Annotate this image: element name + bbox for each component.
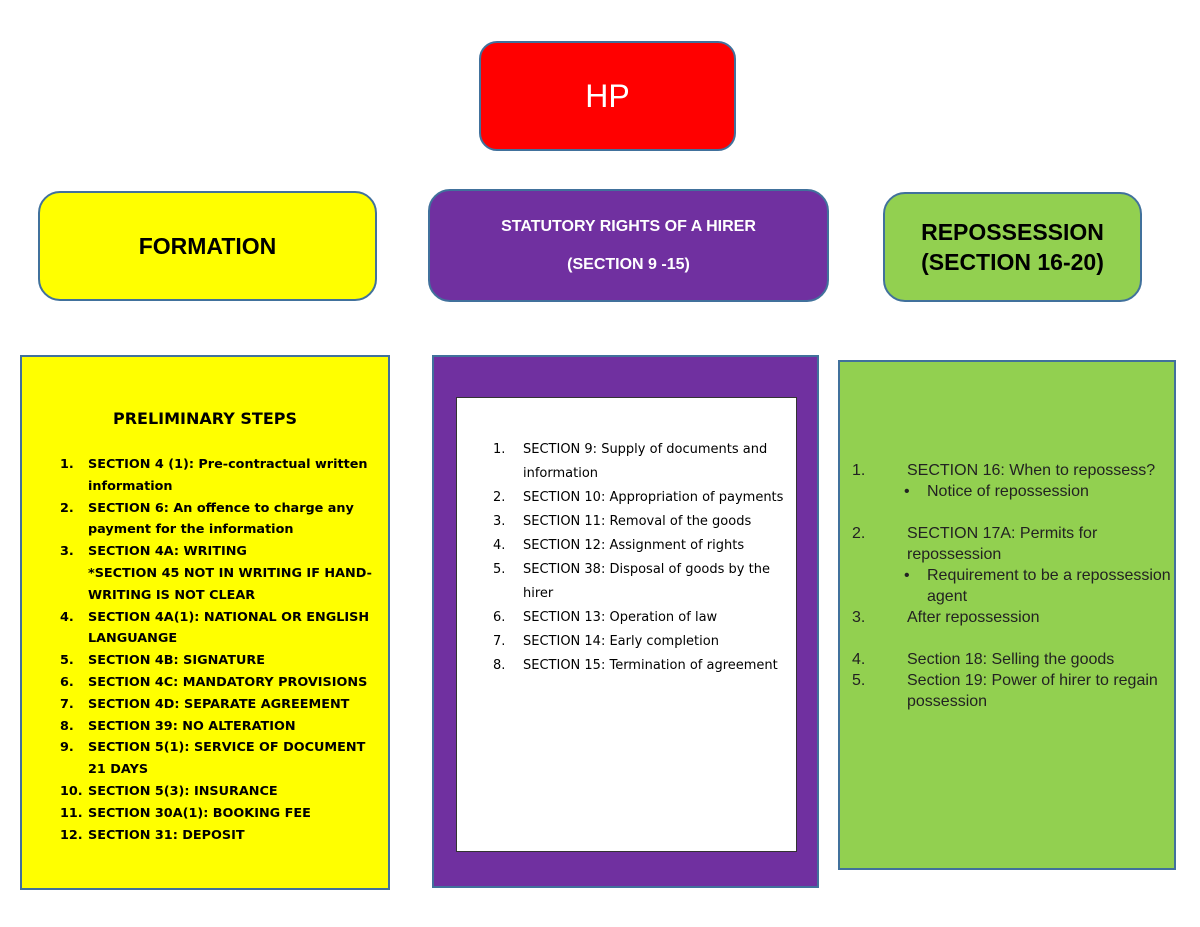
repossession-sections: (SECTION 16-20) (921, 249, 1104, 275)
list-item (60, 498, 380, 542)
repossession-list (852, 460, 1172, 712)
statutory-title: STATUTORY RIGHTS OF A HIRER (501, 217, 756, 235)
repossession-header (883, 192, 1142, 302)
item-text: SECTION 4A: WRITING (88, 544, 247, 560)
item-text: SECTION 38: Disposal of goods by the hirer (523, 562, 770, 601)
list-item (60, 607, 380, 651)
list-item (493, 510, 793, 534)
item-text: SECTION 11: Removal of the goods (523, 514, 752, 529)
list-item (852, 649, 1172, 670)
item-text: SECTION 5(1): SERVICE OF DOCUMENT 21 DAYS (88, 740, 366, 778)
item-number: 4. (493, 538, 506, 553)
item-number: 9. (60, 740, 74, 756)
item-number: 4. (60, 609, 74, 625)
bullet-icon: • (904, 567, 910, 584)
hp-title-box (479, 41, 736, 151)
list-item (493, 606, 793, 630)
item-text: SECTION 39: NO ALTERATION (88, 718, 296, 734)
list-item (60, 716, 380, 738)
list-item (493, 630, 793, 654)
item-number: 5. (852, 672, 866, 689)
hp-title: HP (585, 77, 630, 114)
item-text: After repossession (907, 609, 1040, 626)
list-item (852, 460, 1172, 481)
sub-list-item (852, 565, 1172, 607)
list-item (60, 694, 380, 716)
statutory-sections: (SECTION 9 -15) (567, 255, 690, 273)
item-text: SECTION 31: DEPOSIT (88, 827, 245, 843)
formation-label: FORMATION (138, 232, 277, 259)
list-item (60, 737, 380, 781)
item-text: SECTION 16: When to repossess? (907, 462, 1156, 479)
list-item (60, 825, 380, 847)
list-item (852, 523, 1172, 565)
item-number: 4. (852, 651, 866, 668)
spacer (852, 502, 1172, 523)
list-item (60, 454, 380, 498)
repossession-panel (838, 360, 1176, 870)
item-number: 6. (60, 674, 74, 690)
item-text: SECTION 14: Early completion (523, 634, 719, 649)
list-item (60, 803, 380, 825)
item-number: 2. (60, 500, 74, 516)
sub-list-item (852, 481, 1172, 502)
item-number: 10. (60, 783, 83, 799)
item-note: *SECTION 45 NOT IN WRITING IF HAND-WRITING IS NOT CLEAR (88, 565, 372, 603)
item-text: SECTION 4A(1): NATIONAL OR ENGLISH LANGUANGE (88, 609, 370, 647)
preliminary-steps-panel (20, 355, 390, 890)
item-number: 5. (493, 562, 506, 577)
bullet-icon: • (904, 483, 910, 500)
item-number: 1. (60, 457, 74, 472)
list-item (852, 607, 1172, 628)
statutory-rights-card (456, 397, 797, 852)
item-text: SECTION 12: Assignment of rights (523, 538, 745, 553)
list-item (493, 654, 793, 678)
list-item (493, 558, 793, 606)
list-item (60, 650, 380, 672)
item-text: SECTION 15: Termination of agreement (523, 658, 778, 673)
list-item (60, 672, 380, 694)
list-item (60, 541, 380, 606)
item-number: 8. (493, 658, 506, 673)
item-text: SECTION 17A: Permits for repossession (907, 525, 1098, 563)
repossession-title: REPOSSESSION (921, 219, 1104, 245)
item-number: 7. (60, 696, 74, 712)
item-number: 1. (493, 442, 506, 457)
item-number: 2. (852, 525, 866, 542)
item-number: 5. (60, 653, 74, 669)
list-item (493, 438, 793, 486)
sub-item-text: Requirement to be a repossession agent (927, 567, 1171, 605)
list-item (493, 534, 793, 558)
item-text: SECTION 4D: SEPARATE AGREEMENT (88, 696, 350, 712)
item-text: SECTION 4 (1): Pre-contractual written information (88, 457, 368, 494)
item-text: SECTION 5(3): INSURANCE (88, 783, 278, 799)
item-number: 12. (60, 827, 83, 843)
list-item (60, 781, 380, 803)
preliminary-steps-title: PRELIMINARY STEPS (113, 409, 297, 428)
item-text: SECTION 13: Operation of law (523, 610, 718, 625)
item-number: 8. (60, 718, 74, 734)
list-item (493, 486, 793, 510)
statutory-rights-list (493, 438, 793, 678)
item-text: Section 19: Power of hirer to regain possession (907, 672, 1158, 710)
item-text: SECTION 9: Supply of documents and information (523, 442, 768, 481)
sub-item-text: Notice of repossession (927, 483, 1089, 500)
item-number: 3. (60, 544, 74, 560)
item-number: 3. (493, 514, 506, 529)
item-text: SECTION 4C: MANDATORY PROVISIONS (88, 674, 368, 690)
preliminary-steps-list (60, 454, 380, 846)
item-text: SECTION 30A(1): BOOKING FEE (88, 805, 311, 821)
formation-header (38, 191, 377, 301)
item-text: SECTION 4B: SIGNATURE (88, 653, 265, 669)
statutory-rights-header (428, 189, 829, 302)
item-text: SECTION 6: An offence to charge any payment for the information (88, 500, 354, 538)
item-number: 7. (493, 634, 506, 649)
item-number: 2. (493, 490, 506, 505)
item-number: 11. (60, 805, 83, 821)
item-number: 3. (852, 609, 866, 626)
spacer (852, 628, 1172, 649)
item-text: SECTION 10: Appropriation of payments (523, 490, 784, 505)
item-text: Section 18: Selling the goods (907, 651, 1115, 668)
item-number: 1. (852, 462, 866, 479)
statutory-rights-panel (432, 355, 819, 888)
item-number: 6. (493, 610, 506, 625)
list-item (852, 670, 1172, 712)
